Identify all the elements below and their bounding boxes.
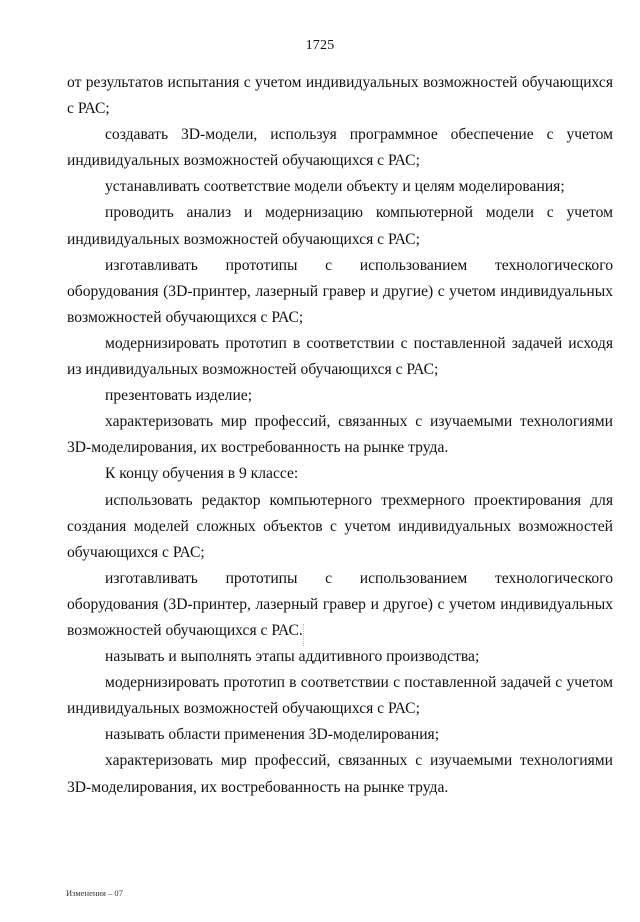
footer-note: Изменения – 07 <box>66 888 123 898</box>
paragraph: проводить анализ и модернизацию компьютерной модели с учетом индивидуальных возможностей обучающихся с РАС; <box>67 204 613 248</box>
paragraph: характеризовать мир профессий, связанных с изучаемыми технологиями 3D-моделирования, их востребованность на рынке труда. <box>67 752 613 796</box>
scan-artifact <box>303 624 305 646</box>
document-body <box>67 70 613 801</box>
page-number: 1725 <box>305 38 335 53</box>
paragraph: использовать редактор компьютерного трехмерного проектирования для создания моделей сложных объектов с учетом индивидуальных возможностей обучающихся с РАС; <box>67 491 613 561</box>
paragraph: характеризовать мир профессий, связанных с изучаемыми технологиями 3D-моделирования, их востребованность на рынке труда. <box>67 413 613 457</box>
paragraph: устанавливать соответствие модели объекту и целям моделирования; <box>105 178 565 196</box>
paragraph: модернизировать прототип в соответствии с поставленной задачей с учетом индивидуальных возможностей обучающихся с РАС; <box>67 674 613 718</box>
paragraph: от результатов испытания с учетом индивидуальных возможностей обучающихся с РАС; <box>67 74 613 118</box>
paragraph: создавать 3D-модели, используя программное обеспечение с учетом индивидуальных возможностей обучающихся с РАС; <box>67 126 613 170</box>
paragraph: изготавливать прототипы с использованием технологического оборудования (3D-принтер, лазерный гравер и другое) с учетом индивидуальных возможностей обучающихся с РАС. <box>67 569 613 639</box>
paragraph: называть области применения 3D-моделирования; <box>105 726 440 744</box>
paragraph: изготавливать прототипы с использованием технологического оборудования (3D-принтер, лазерный гравер и другие) с учетом индивидуальных возможностей обучающихся с РАС; <box>67 256 613 326</box>
paragraph: называть и выполнять этапы аддитивного производства; <box>105 648 480 666</box>
paragraph: модернизировать прототип в соответствии с поставленной задачей исходя из индивидуальных возможностей обучающихся с РАС; <box>67 334 613 379</box>
paragraph: презентовать изделие; <box>105 387 253 405</box>
section-heading: К концу обучения в 9 классе: <box>105 465 299 483</box>
